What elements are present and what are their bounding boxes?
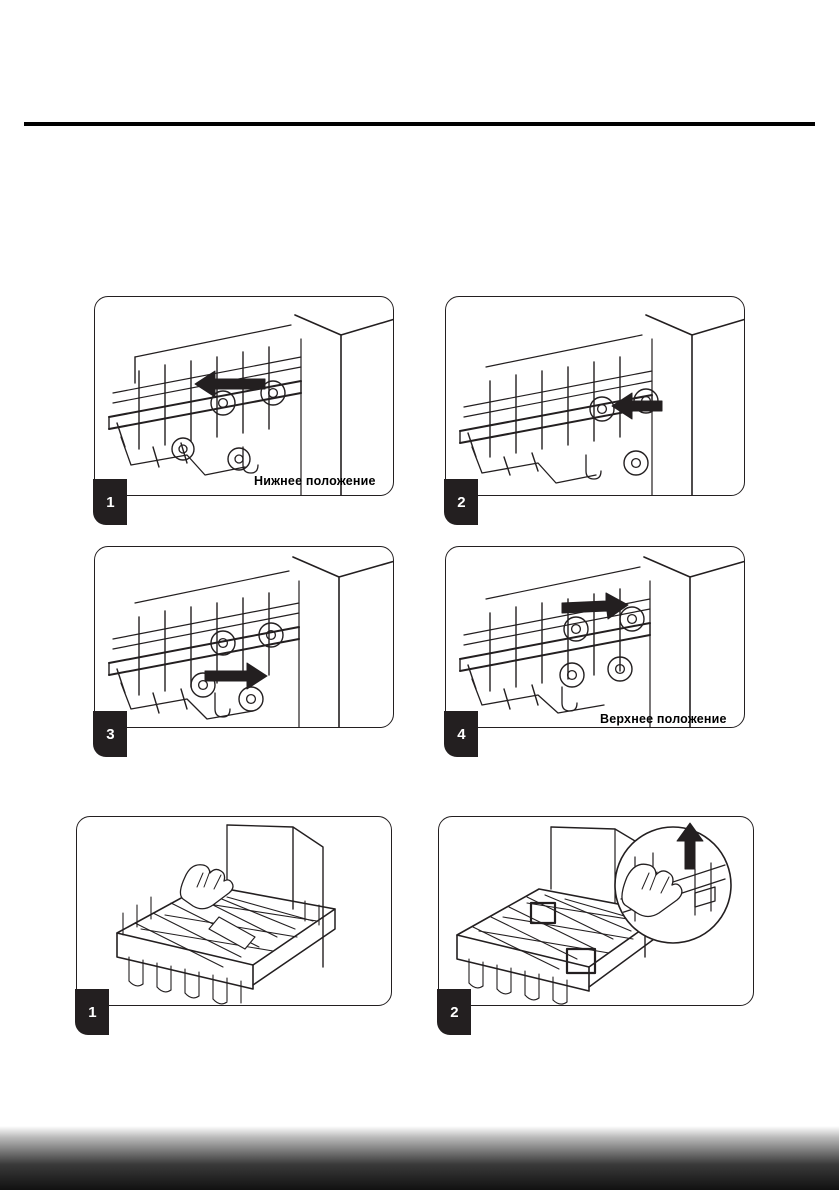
figure-panel-3 (94, 546, 394, 743)
figure-badge-1 (93, 479, 127, 525)
figure-badge-5 (75, 989, 109, 1035)
figure-panel-5 (76, 816, 392, 1021)
rack-rail-illustration-1 (95, 297, 393, 495)
figure-badge-label: 2 (450, 1003, 459, 1021)
rack-rail-illustration-4 (446, 547, 744, 727)
header-divider (24, 122, 815, 126)
upper-basket-illustration-1 (77, 817, 391, 1005)
figure-caption-4: Верхнее положение (600, 712, 727, 726)
upper-basket-illustration-2 (439, 817, 753, 1005)
figure-badge-label: 3 (106, 725, 115, 743)
figure-badge-label: 4 (457, 725, 466, 743)
figure-panel-4 (445, 546, 745, 743)
figure-badge-label: 2 (457, 493, 466, 511)
figure-caption-1: Нижнее положение (254, 474, 376, 488)
rack-rail-illustration-3 (95, 547, 393, 727)
figure-badge-label: 1 (106, 493, 115, 511)
page-footer-band (0, 1126, 839, 1190)
rack-rail-illustration-2 (446, 297, 744, 495)
figure-panel-6 (438, 816, 754, 1021)
figure-badge-2 (444, 479, 478, 525)
figure-panel-1 (94, 296, 394, 511)
figure-badge-3 (93, 711, 127, 757)
figure-badge-6 (437, 989, 471, 1035)
figure-panel-2 (445, 296, 745, 511)
figure-badge-label: 1 (88, 1003, 97, 1021)
figure-badge-4 (444, 711, 478, 757)
